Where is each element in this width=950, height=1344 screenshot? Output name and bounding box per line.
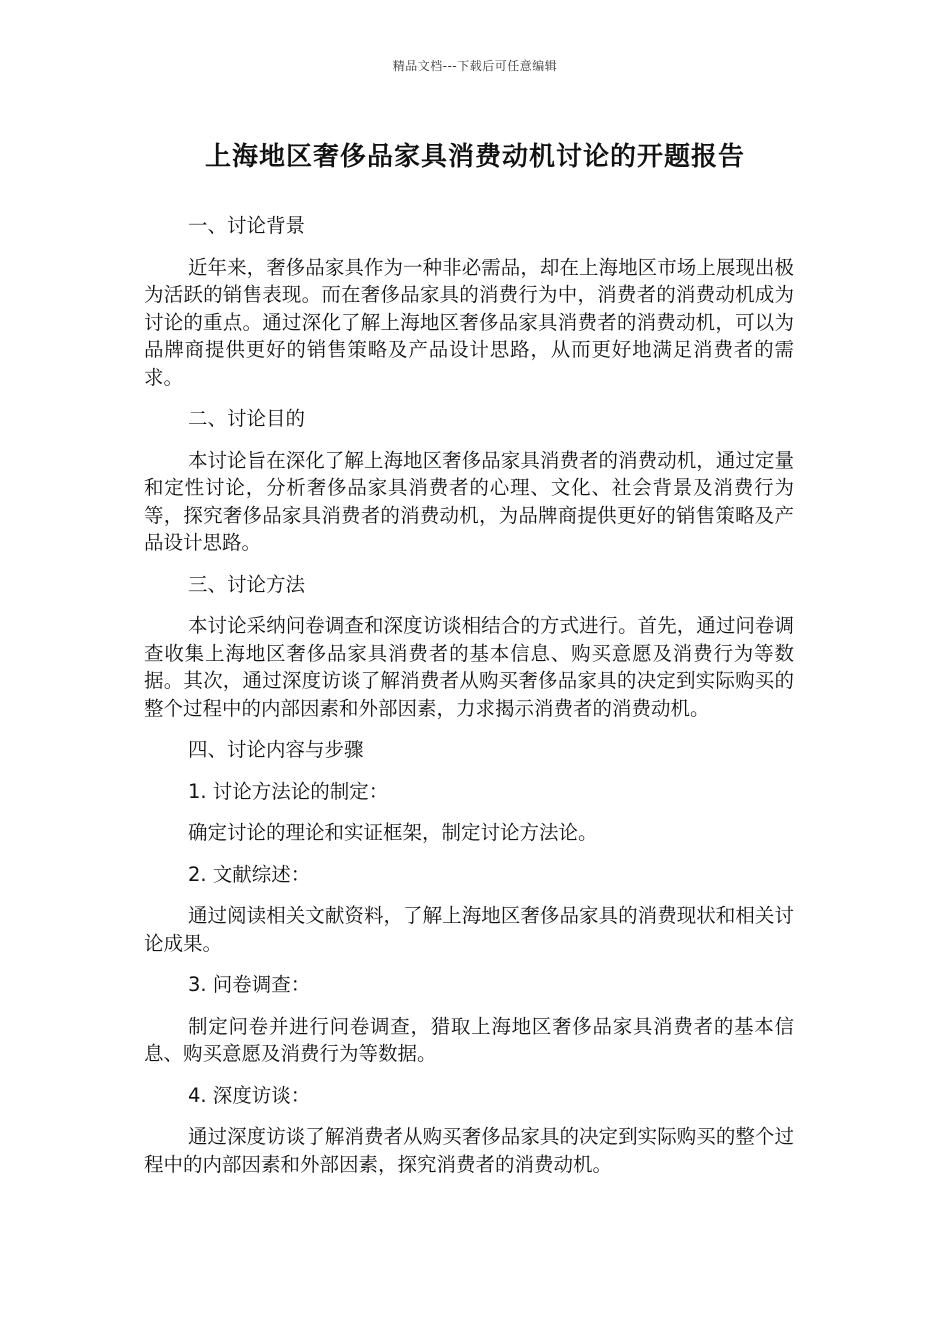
- document-body: [144, 212, 794, 1192]
- section-heading-content-steps: 四、讨论内容与步骤: [188, 738, 364, 761]
- step-text-4: 通过深度访谈了解消费者从购买奢侈品家具的决定到实际购买的整个过程中的内部因素和外部因素，探究消费者的消费动机。: [144, 1125, 794, 1176]
- section-paragraph-method: 本讨论采纳问卷调查和深度访谈相结合的方式进行。首先，通过问卷调查收集上海地区奢侈品家具消费者的基本信息、购买意愿及消费行为等数据。其次，通过深度访谈了解消费者从购买奢侈品家具的决定到实际购买的整个过程中的内部因素和外部因素，力求揭示消费者的消费动机。: [144, 614, 794, 720]
- page-header: 精品文档---下载后可任意编辑: [392, 59, 558, 73]
- section-paragraph-purpose: 本讨论旨在深化了解上海地区奢侈品家具消费者的消费动机，通过定量和定性讨论，分析奢侈品家具消费者的心理、文化、社会背景及消费行为等，探究奢侈品家具消费者的消费动机，为品牌商提供更好的销售策略及产品设计思路。: [144, 448, 794, 554]
- step-label-1: 1. 讨论方法论的制定：: [188, 779, 389, 803]
- step-text-1: 确定讨论的理论和实证框架，制定讨论方法论。: [188, 821, 598, 844]
- section-heading-method: 三、讨论方法: [188, 572, 306, 596]
- section-heading-background: 一、讨论背景: [188, 214, 306, 237]
- step-label-4: 4. 深度访谈：: [188, 1083, 311, 1107]
- section-heading-purpose: 二、讨论目的: [188, 407, 306, 430]
- document-title: 上海地区奢侈品家具消费动机讨论的开题报告: [204, 142, 745, 172]
- step-text-2: 通过阅读相关文献资料，了解上海地区奢侈品家具的消费现状和相关讨论成果。: [144, 904, 794, 955]
- step-text-3: 制定问卷并进行问卷调查，猎取上海地区奢侈品家具消费者的基本信息、购买意愿及消费行为等数据。: [144, 1014, 794, 1065]
- step-label-3: 3. 问卷调查：: [188, 973, 311, 996]
- step-label-2: 2. 文献综述：: [188, 862, 311, 886]
- section-paragraph-background: 近年来，奢侈品家具作为一种非必需品，却在上海地区市场上展现出极为活跃的销售表现。而在奢侈品家具的消费行为中，消费者的消费动机成为讨论的重点。通过深化了解上海地区奢侈品家具消费者的消费动机，可以为品牌商提供更好的销售策略及产品设计思路，从而更好地满足消费者的需求。: [144, 255, 794, 389]
